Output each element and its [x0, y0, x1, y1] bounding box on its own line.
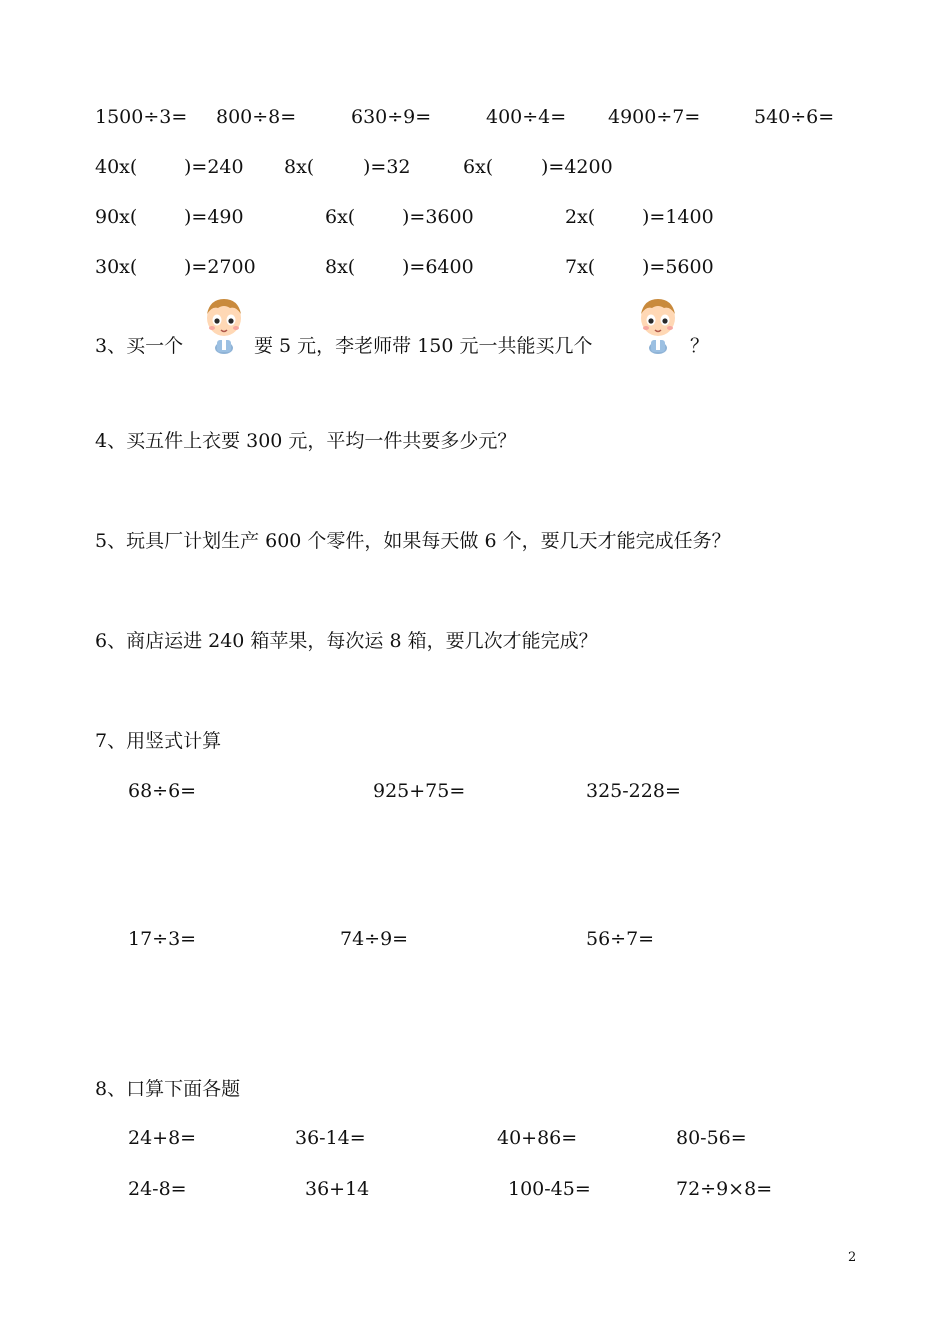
boy-icon	[202, 296, 246, 354]
vertical-calc-problem: 56÷7=	[586, 928, 655, 950]
mental-math-problem: 72÷9×8=	[676, 1178, 773, 1200]
division-problem: 800÷8=	[216, 106, 297, 128]
boy-icon	[636, 296, 680, 354]
blank-right: )=2700	[184, 256, 256, 278]
blank-right: )=6400	[402, 256, 474, 278]
question-3-part3: ？	[690, 335, 710, 357]
question-8-title: 8、口算下面各题	[95, 1078, 241, 1100]
vertical-calc-problem: 17÷3=	[128, 928, 197, 950]
blank-right: )=3600	[402, 206, 474, 228]
mental-math-problem: 24-8=	[128, 1178, 187, 1200]
question-6: 6、商店运进 240 箱苹果，每次运 8 箱，要几次才能完成？	[95, 630, 598, 652]
blank-left: 8x(	[284, 156, 315, 178]
blank-left: 7x(	[565, 256, 596, 278]
blank-right: )=32	[363, 156, 411, 178]
blank-left: 30x(	[95, 256, 138, 278]
vertical-calc-problem: 68÷6=	[128, 780, 197, 802]
blank-right: )=4200	[541, 156, 613, 178]
page-number: 2	[848, 1250, 857, 1265]
blank-left: 8x(	[325, 256, 356, 278]
mental-math-problem: 36+14	[305, 1178, 370, 1200]
vertical-calc-problem: 74÷9=	[340, 928, 409, 950]
mental-math-problem: 80-56=	[676, 1127, 747, 1149]
blank-left: 2x(	[565, 206, 596, 228]
question-3-part2: 要 5 元，李老师带 150 元一共能买几个	[254, 335, 593, 357]
blank-right: )=240	[184, 156, 244, 178]
blank-left: 90x(	[95, 206, 138, 228]
division-problem: 630÷9=	[351, 106, 432, 128]
question-7-title: 7、用竖式计算	[95, 730, 222, 752]
division-problem: 540÷6=	[754, 106, 835, 128]
question-5: 5、玩具厂计划生产 600 个零件，如果每天做 6 个，要几天才能完成任务？	[95, 530, 731, 552]
blank-left: 40x(	[95, 156, 138, 178]
division-problem: 1500÷3=	[95, 106, 188, 128]
mental-math-problem: 100-45=	[508, 1178, 591, 1200]
vertical-calc-problem: 925+75=	[373, 780, 466, 802]
question-3-part1: 3、买一个	[95, 335, 184, 357]
question-4: 4、买五件上衣要 300 元，平均一件共要多少元？	[95, 430, 517, 452]
blank-right: )=1400	[642, 206, 714, 228]
mental-math-problem: 24+8=	[128, 1127, 197, 1149]
mental-math-problem: 40+86=	[497, 1127, 578, 1149]
blank-left: 6x(	[463, 156, 494, 178]
blank-right: )=5600	[642, 256, 714, 278]
division-problem: 4900÷7=	[608, 106, 701, 128]
division-problem: 400÷4=	[486, 106, 567, 128]
vertical-calc-problem: 325-228=	[586, 780, 681, 802]
blank-left: 6x(	[325, 206, 356, 228]
mental-math-problem: 36-14=	[295, 1127, 366, 1149]
blank-right: )=490	[184, 206, 244, 228]
